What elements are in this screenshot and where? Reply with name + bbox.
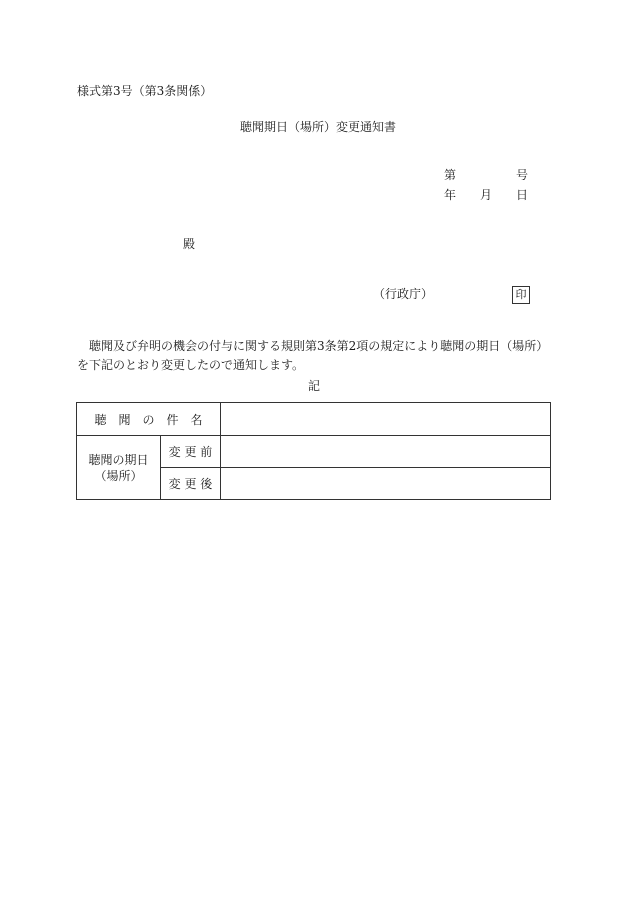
issuer-label: （行政庁）: [373, 287, 434, 301]
document-number-prefix: 第: [444, 168, 457, 182]
addressee-honorific: 殿: [183, 237, 196, 251]
date-month-label: 月: [480, 188, 493, 202]
document-number-suffix: 号: [516, 168, 529, 182]
hearing-datetime-label: 聴聞の期日: [88, 452, 149, 467]
after-change-value-cell: [221, 468, 551, 500]
after-change-label: 変 更 後: [168, 477, 213, 491]
date-day-label: 日: [516, 188, 529, 202]
case-name-value-cell: [221, 403, 551, 436]
datetime-before-row: [77, 436, 551, 468]
document-title: 聴聞期日（場所）変更通知書: [240, 120, 397, 134]
notice-details-table: [76, 402, 551, 500]
form-number: 様式第3号（第3条関係）: [77, 84, 213, 98]
hearing-datetime-label-cell: [77, 436, 161, 500]
date-year-label: 年: [444, 188, 457, 202]
before-change-label: 変 更 前: [168, 445, 213, 459]
body-paragraph: 聴聞及び弁明の機会の付与に関する規則第3条第2項の規定により聴聞の期日（場所）を下記のとおり変更したので通知します。: [77, 339, 549, 372]
case-name-label: 聴 聞 の 件 名: [94, 412, 203, 427]
before-change-value-cell: [221, 436, 551, 468]
case-name-row: [77, 403, 551, 436]
after-change-label-cell: [161, 468, 221, 500]
before-change-label-cell: [161, 436, 221, 468]
hearing-place-label: （場所）: [94, 468, 143, 483]
ki-heading: 記: [308, 379, 321, 393]
case-name-label-cell: [77, 403, 221, 436]
seal-stamp-box: 印: [512, 286, 530, 304]
